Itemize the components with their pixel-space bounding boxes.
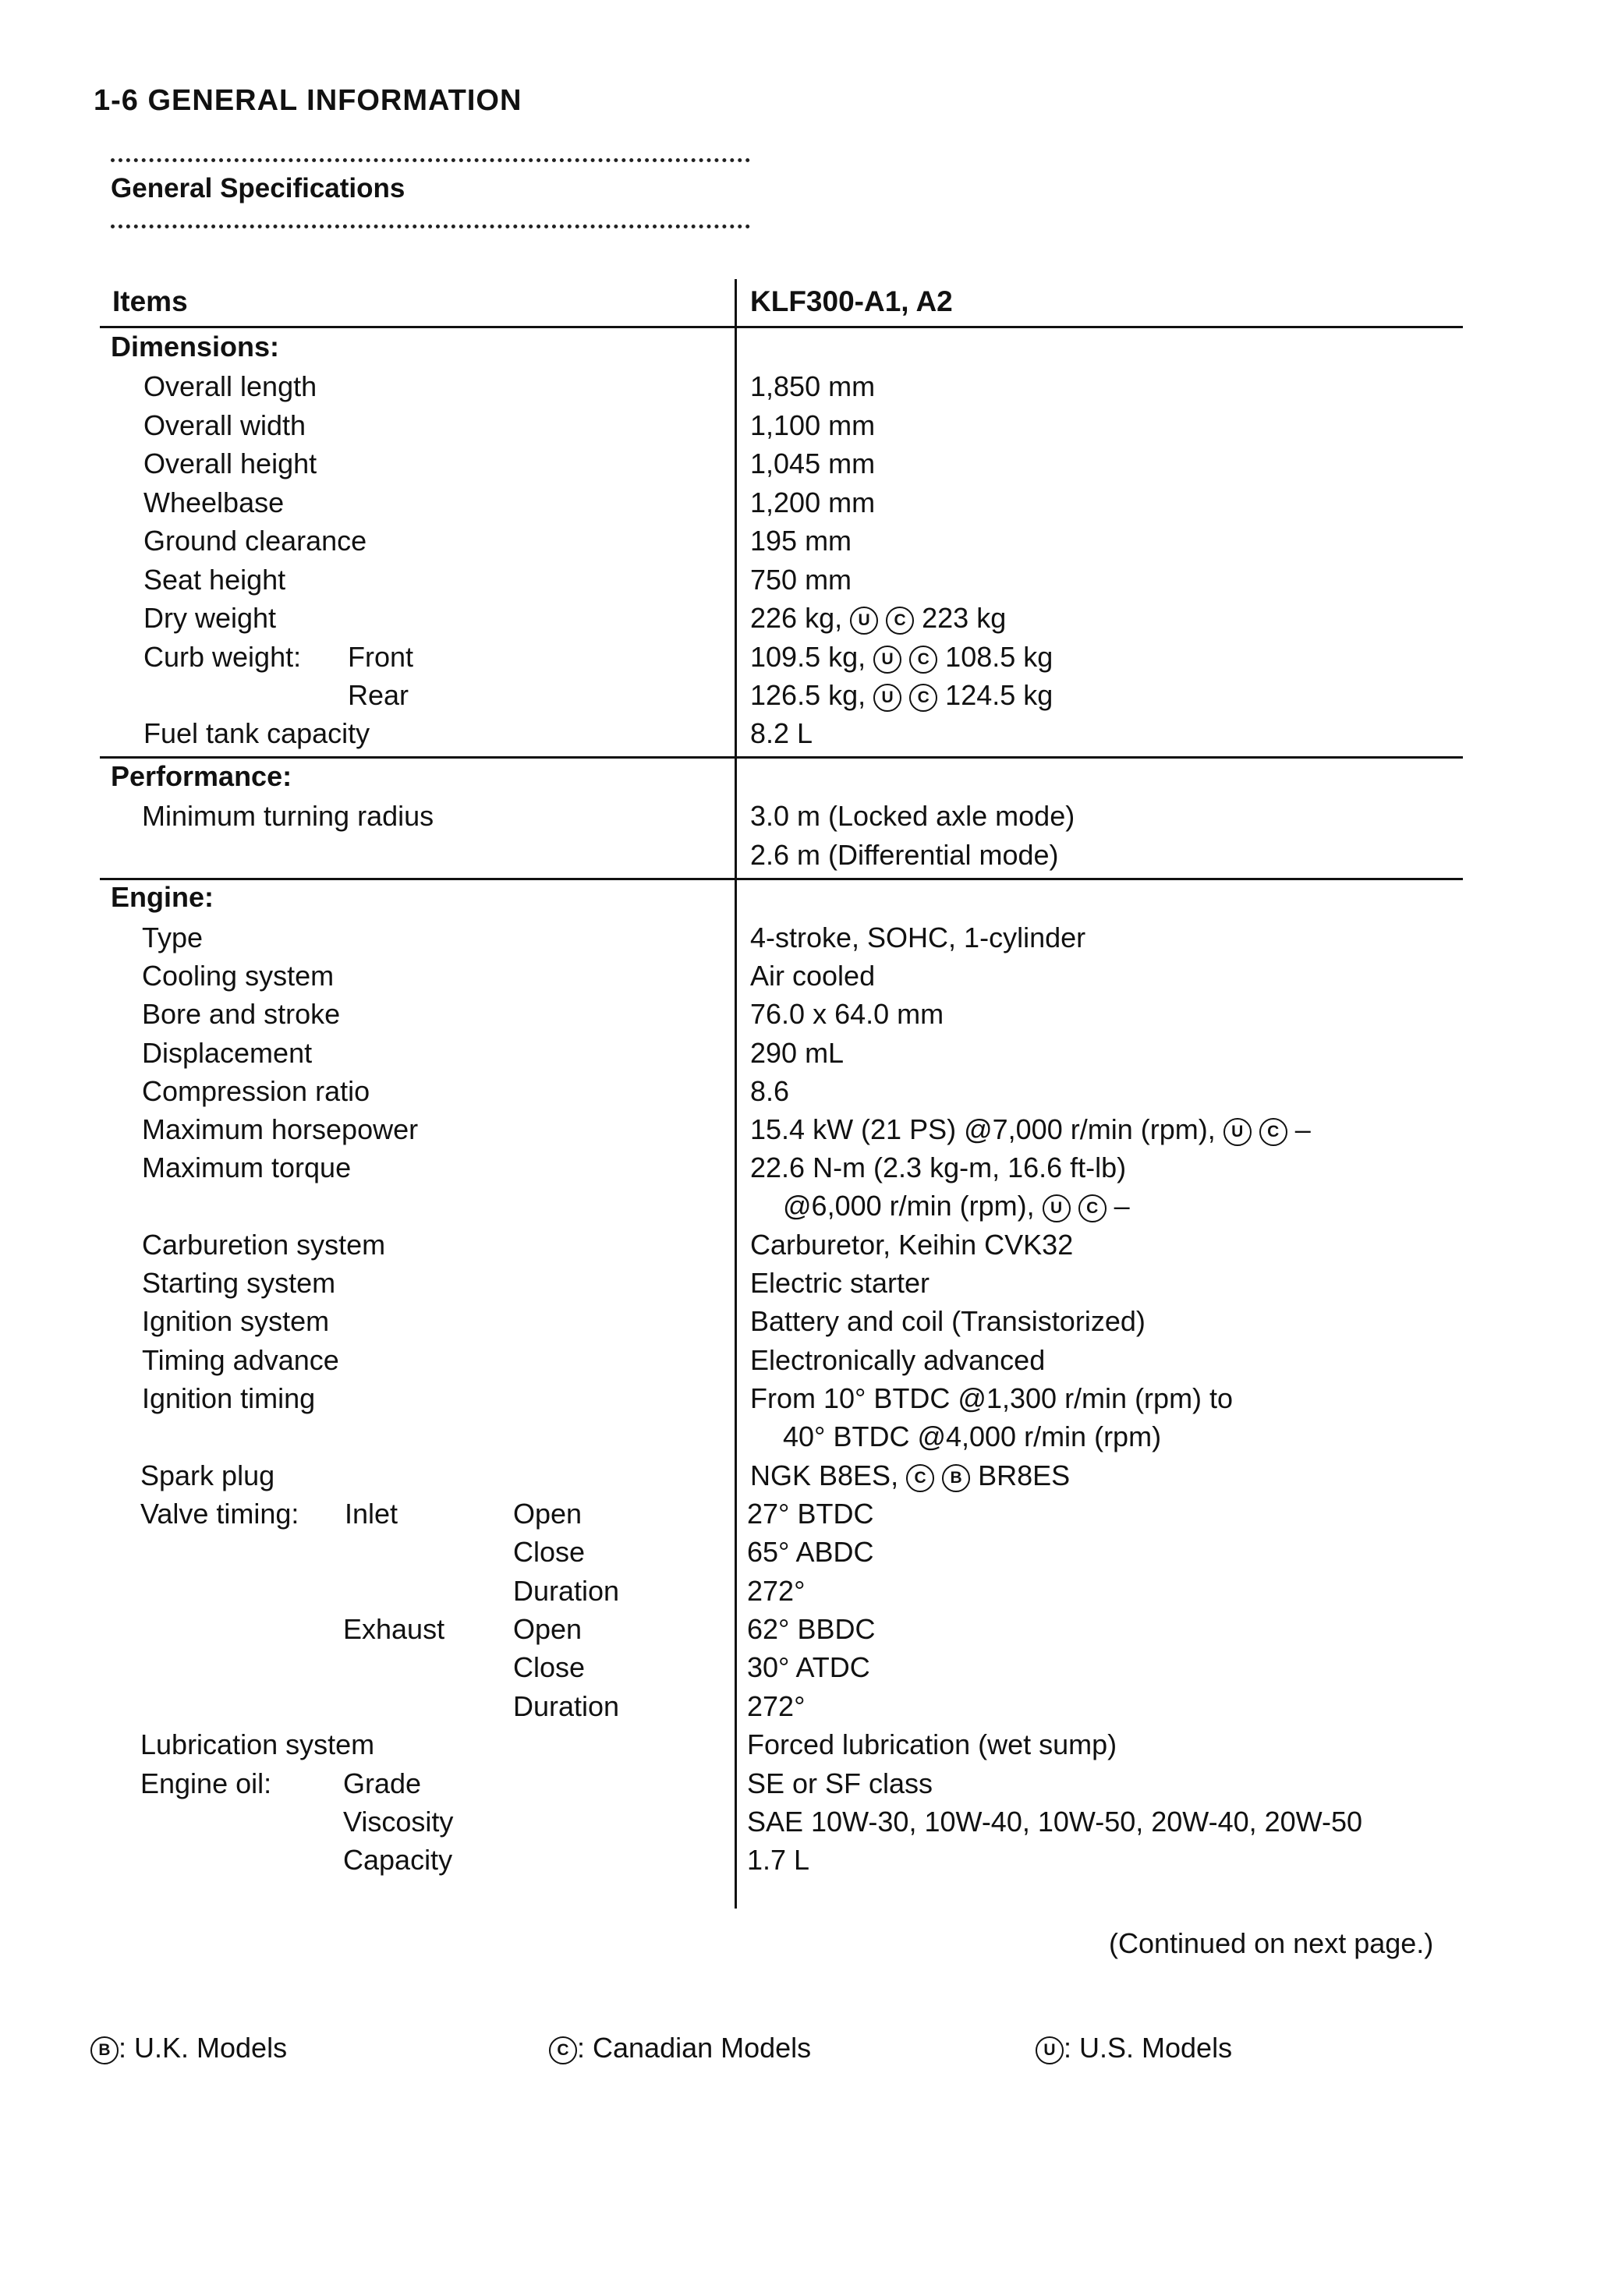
label-curb-weight: Curb weight: xyxy=(143,641,302,673)
value-seat-height: 750 mm xyxy=(750,564,852,596)
section-performance: Performance: xyxy=(111,760,292,792)
canadian-model-symbol: C xyxy=(909,684,937,712)
canadian-model-symbol: C xyxy=(886,607,914,635)
label-overall-height: Overall height xyxy=(143,448,317,479)
value-ground-clearance: 195 mm xyxy=(750,525,852,557)
us-model-symbol: U xyxy=(873,646,901,674)
value-overall-height: 1,045 mm xyxy=(750,448,876,479)
value-ignition: Battery and coil (Transistorized) xyxy=(750,1305,1146,1337)
label-timing-advance: Timing advance xyxy=(142,1344,339,1376)
continued-note: (Continued on next page.) xyxy=(1109,1927,1434,1959)
label-bore: Bore and stroke xyxy=(142,998,341,1030)
label-fuel-tank: Fuel tank capacity xyxy=(143,717,370,749)
table-rule xyxy=(100,326,1463,328)
value-alt-text: 124.5 kg xyxy=(945,679,1053,711)
label-ignition: Ignition system xyxy=(142,1305,330,1337)
us-model-symbol: U xyxy=(1043,1194,1071,1222)
label-max-torque: Maximum torque xyxy=(142,1152,352,1183)
footnote-text: : Canadian Models xyxy=(577,2032,812,2064)
us-model-symbol: U xyxy=(850,607,878,635)
value-text: 109.5 kg, xyxy=(750,641,866,673)
value-compression: 8.6 xyxy=(750,1075,790,1107)
footnote-canadian xyxy=(549,2032,811,2064)
label-wheelbase: Wheelbase xyxy=(143,486,285,518)
value-curb-rear xyxy=(750,680,1053,712)
column-header-items: Items xyxy=(112,285,188,317)
value-displacement: 290 mL xyxy=(750,1037,845,1069)
label-rear: Rear xyxy=(348,679,409,711)
label-inlet-open: Open xyxy=(513,1498,582,1530)
uk-model-symbol: B xyxy=(942,1464,970,1492)
label-cooling: Cooling system xyxy=(142,960,335,992)
value-type: 4-stroke, SOHC, 1-cylinder xyxy=(750,922,1086,953)
value-text: @6,000 r/min (rpm), xyxy=(783,1190,1035,1222)
label-carburetion: Carburetion system xyxy=(142,1229,386,1261)
value-cooling: Air cooled xyxy=(750,960,876,992)
value-wheelbase: 1,200 mm xyxy=(750,486,876,518)
canadian-model-symbol: C xyxy=(909,646,937,674)
label-exhaust: Exhaust xyxy=(343,1613,445,1645)
value-text: 126.5 kg, xyxy=(750,679,866,711)
divider-dotted xyxy=(111,158,750,162)
section-dimensions: Dimensions: xyxy=(111,331,280,363)
value-alt-text: 108.5 kg xyxy=(945,641,1053,673)
value-timing-advance: Electronically advanced xyxy=(750,1344,1046,1376)
label-viscosity: Viscosity xyxy=(343,1806,454,1838)
us-model-symbol: U xyxy=(1036,2036,1064,2064)
value-inlet-close: 65° ABDC xyxy=(747,1536,874,1568)
value-alt-text: – xyxy=(1294,1113,1311,1145)
value-fuel-tank: 8.2 L xyxy=(750,717,813,749)
label-displacement: Displacement xyxy=(142,1037,313,1069)
footnote-text: : U.K. Models xyxy=(119,2032,288,2064)
footnote-us xyxy=(1036,2032,1232,2064)
value-alt-text: 223 kg xyxy=(922,602,1007,634)
value-text: NGK B8ES, xyxy=(750,1459,899,1491)
value-turning-diff: 2.6 m (Differential mode) xyxy=(750,839,1059,871)
label-seat-height: Seat height xyxy=(143,564,286,596)
value-dry-weight xyxy=(750,603,1006,635)
canadian-model-symbol: C xyxy=(1078,1194,1107,1222)
label-turning-radius: Minimum turning radius xyxy=(142,800,434,832)
canadian-model-symbol: C xyxy=(906,1464,934,1492)
label-lubrication: Lubrication system xyxy=(140,1728,375,1760)
label-front: Front xyxy=(348,641,414,673)
label-dry-weight: Dry weight xyxy=(143,602,277,634)
value-starting: Electric starter xyxy=(750,1267,930,1299)
label-capacity: Capacity xyxy=(343,1844,453,1876)
label-ignition-timing: Ignition timing xyxy=(142,1382,316,1414)
label-inlet: Inlet xyxy=(345,1498,398,1530)
value-grade: SE or SF class xyxy=(747,1767,933,1799)
value-text: 226 kg, xyxy=(750,602,843,634)
value-curb-front xyxy=(750,642,1053,674)
label-valve-timing: Valve timing: xyxy=(140,1498,299,1530)
value-turning-locked: 3.0 m (Locked axle mode) xyxy=(750,800,1075,832)
value-max-torque-rpm xyxy=(783,1190,1130,1222)
label-compression: Compression ratio xyxy=(142,1075,370,1107)
label-overall-length: Overall length xyxy=(143,370,317,402)
footnote-uk xyxy=(90,2032,287,2064)
value-ignition-timing-2: 40° BTDC @4,000 r/min (rpm) xyxy=(783,1420,1162,1452)
label-grade: Grade xyxy=(343,1767,422,1799)
table-rule xyxy=(100,878,1463,880)
value-viscosity: SAE 10W-30, 10W-40, 10W-50, 20W-40, 20W-50 xyxy=(747,1806,1363,1838)
footnote-text: : U.S. Models xyxy=(1064,2032,1233,2064)
section-subtitle: General Specifications xyxy=(111,173,405,203)
value-exhaust-close: 30° ATDC xyxy=(747,1651,870,1683)
value-lubrication: Forced lubrication (wet sump) xyxy=(747,1728,1117,1760)
table-rule xyxy=(100,756,1463,759)
label-inlet-duration: Duration xyxy=(513,1575,620,1607)
value-overall-width: 1,100 mm xyxy=(750,409,876,441)
value-exhaust-open: 62° BBDC xyxy=(747,1613,876,1645)
label-exhaust-open: Open xyxy=(513,1613,582,1645)
value-inlet-duration: 272° xyxy=(747,1575,806,1607)
column-divider xyxy=(735,279,737,1909)
uk-model-symbol: B xyxy=(90,2036,119,2064)
canadian-model-symbol: C xyxy=(549,2036,577,2064)
page-title: 1-6 GENERAL INFORMATION xyxy=(94,84,522,117)
column-header-model: KLF300-A1, A2 xyxy=(750,285,953,317)
label-starting: Starting system xyxy=(142,1267,336,1299)
value-alt-text: BR8ES xyxy=(978,1459,1071,1491)
value-alt-text: – xyxy=(1114,1190,1130,1222)
label-overall-width: Overall width xyxy=(143,409,306,441)
us-model-symbol: U xyxy=(1223,1118,1252,1146)
section-engine: Engine: xyxy=(111,881,214,913)
us-model-symbol: U xyxy=(873,684,901,712)
value-bore: 76.0 x 64.0 mm xyxy=(750,998,944,1030)
value-exhaust-duration: 272° xyxy=(747,1690,806,1722)
label-engine-oil: Engine oil: xyxy=(140,1767,272,1799)
label-max-hp: Maximum horsepower xyxy=(142,1113,419,1145)
value-text: 15.4 kW (21 PS) @7,000 r/min (rpm), xyxy=(750,1113,1216,1145)
value-spark-plug xyxy=(750,1460,1070,1492)
label-type: Type xyxy=(142,922,204,953)
value-carburetion: Carburetor, Keihin CVK32 xyxy=(750,1229,1074,1261)
value-max-hp xyxy=(750,1114,1311,1146)
value-inlet-open: 27° BTDC xyxy=(747,1498,874,1530)
value-capacity: 1.7 L xyxy=(747,1844,810,1876)
divider-dotted xyxy=(111,225,750,228)
canadian-model-symbol: C xyxy=(1259,1118,1287,1146)
label-exhaust-close: Close xyxy=(513,1651,586,1683)
label-spark-plug: Spark plug xyxy=(140,1459,275,1491)
value-max-torque: 22.6 N-m (2.3 kg-m, 16.6 ft-lb) xyxy=(750,1152,1127,1183)
value-overall-length: 1,850 mm xyxy=(750,370,876,402)
value-ignition-timing: From 10° BTDC @1,300 r/min (rpm) to xyxy=(750,1382,1234,1414)
label-exhaust-duration: Duration xyxy=(513,1690,620,1722)
label-inlet-close: Close xyxy=(513,1536,586,1568)
label-ground-clearance: Ground clearance xyxy=(143,525,367,557)
